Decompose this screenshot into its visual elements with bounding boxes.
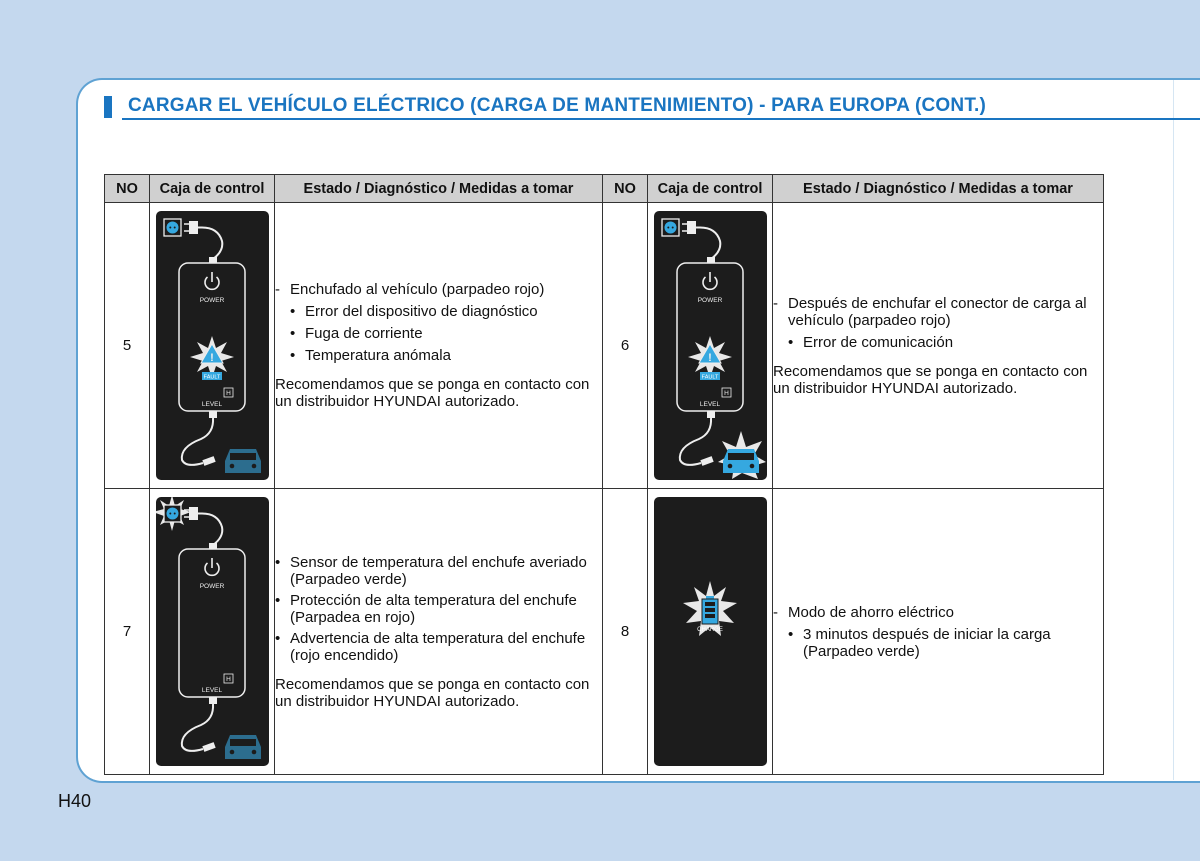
car-icon [225, 449, 261, 473]
page-number: H40 [58, 791, 92, 811]
svg-text:!: ! [707, 352, 712, 364]
level-label: LEVEL [201, 401, 222, 408]
control-box-illustration [654, 497, 767, 766]
page-edge-line [1173, 80, 1174, 780]
dash-marker: - [773, 603, 778, 621]
list-item: - Modo de ahorro eléctrico [773, 603, 954, 621]
list-item: • 3 minutos después de iniciar la carga (Parpadeo verde) [788, 625, 1051, 660]
control-box-cell [150, 489, 275, 775]
status-description [773, 489, 1104, 775]
bullet-marker: • [275, 553, 281, 571]
col-header-control-box: Caja de control [150, 175, 275, 203]
recommendation-text: Recomendamos que se ponga en contacto con un distribuidor HYUNDAI autorizado. [275, 675, 590, 710]
control-box-illustration [156, 497, 269, 766]
list-item: - Después de enchufar el conector de carga al vehículo (parpadeo rojo) [773, 294, 1087, 329]
bullet-marker: • [788, 333, 794, 351]
level-badge: H [723, 390, 729, 397]
status-description [773, 203, 1104, 489]
svg-text:!: ! [209, 352, 214, 364]
bullet-marker: • [290, 347, 296, 364]
col-header-control-box-2: Caja de control [648, 175, 773, 203]
bullet-marker: • [275, 591, 281, 609]
bullet-marker: • [290, 303, 296, 320]
level-badge: H [225, 390, 231, 397]
header-accent-bar [104, 96, 112, 118]
list-item: • Sensor de temperatura del enchufe averiado (Parpadeo verde) [275, 553, 587, 588]
row-number: 5 [105, 203, 150, 489]
power-label: POWER [199, 297, 224, 304]
col-header-status: Estado / Diagnóstico / Medidas a tomar [275, 175, 603, 203]
section-header [104, 94, 1200, 120]
control-box-cell [648, 489, 773, 775]
col-header-status-2: Estado / Diagnóstico / Medidas a tomar [773, 175, 1104, 203]
socket-icon [662, 219, 679, 236]
dash-marker: - [773, 294, 778, 312]
level-label: LEVEL [201, 687, 222, 694]
col-header-no-2: NO [603, 175, 648, 203]
list-item: • Advertencia de alta temperatura del enchufe (rojo encendido) [275, 629, 586, 664]
list-item: • Error del dispositivo de diagnóstico [290, 303, 538, 320]
list-item: • Protección de alta temperatura del enchufe (Parpadea en rojo) [275, 591, 577, 626]
table-row [105, 203, 1104, 489]
bullet-marker: • [788, 625, 794, 643]
recommendation-text: Recomendamos que se ponga en contacto con un distribuidor HYUNDAI autorizado. [773, 362, 1088, 397]
dash-marker: - [275, 281, 280, 298]
fault-label: FAULT [203, 374, 220, 381]
control-box-cell [648, 203, 773, 489]
level-label: LEVEL [699, 401, 720, 408]
bullet-marker: • [290, 325, 296, 342]
power-label: POWER [199, 583, 224, 590]
row-number: 8 [603, 489, 648, 775]
status-description [275, 489, 603, 775]
socket-icon [164, 219, 181, 236]
car-icon [225, 735, 261, 759]
col-header-no: NO [105, 175, 150, 203]
row-number: 6 [603, 203, 648, 489]
control-box-illustration [156, 211, 269, 480]
list-item: • Fuga de corriente [290, 325, 423, 342]
control-box-illustration [654, 211, 767, 480]
list-item: • Temperatura anómala [290, 347, 451, 364]
status-description [275, 203, 603, 489]
list-item: - Enchufado al vehículo (parpadeo rojo) [275, 281, 545, 298]
header-rule [122, 118, 1200, 120]
recommendation-text: Recomendamos que se ponga en contacto con un distribuidor HYUNDAI autorizado. [275, 376, 590, 410]
diagnostics-table [104, 174, 1104, 775]
power-label: POWER [697, 297, 722, 304]
row-number: 7 [105, 489, 150, 775]
fault-label: FAULT [701, 374, 718, 381]
bullet-marker: • [275, 629, 281, 647]
charge-label: CHARGE [696, 627, 723, 633]
list-item: • Error de comunicación [788, 333, 954, 351]
level-badge: H [225, 676, 231, 683]
control-box-cell [150, 203, 275, 489]
table-header-row [105, 175, 1104, 203]
section-title: CARGAR EL VEHÍCULO ELÉCTRICO (CARGA DE MANTENIMIENTO) - PARA EUROPA (CONT.) [128, 95, 987, 116]
table-row [105, 489, 1104, 775]
